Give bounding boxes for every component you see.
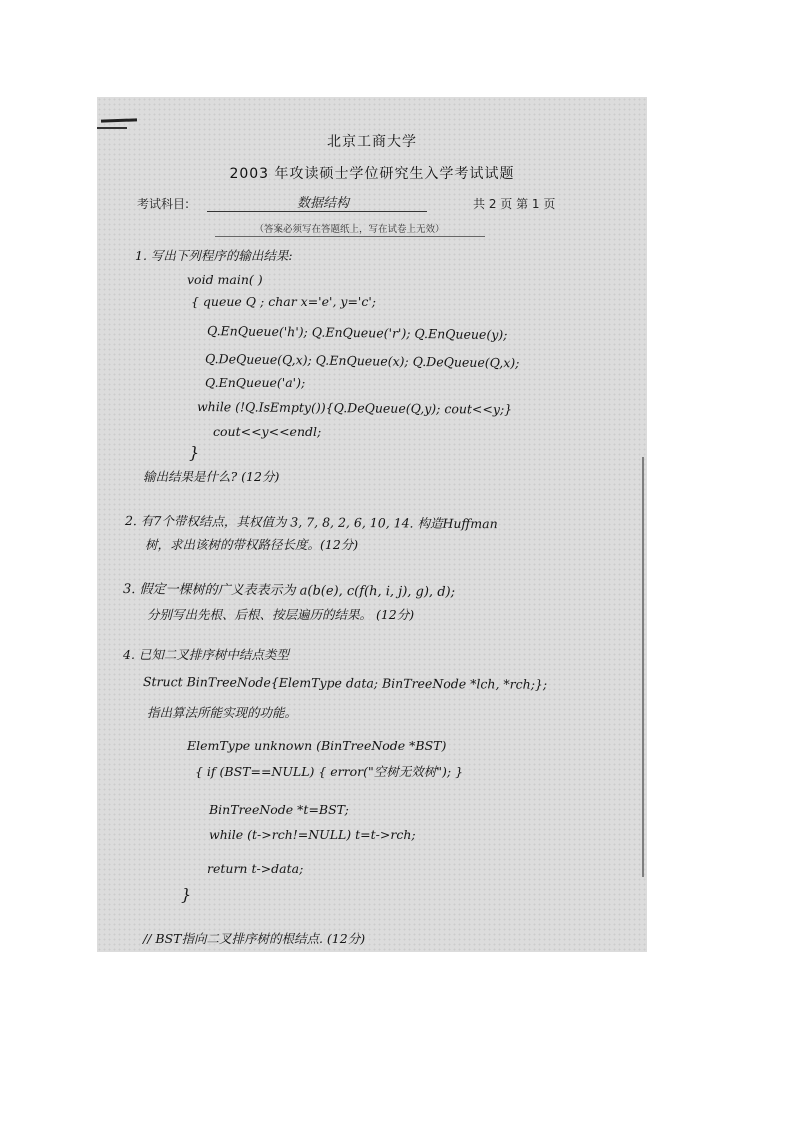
university-name: 北京工商大学 xyxy=(327,134,417,150)
note-divider xyxy=(215,236,485,237)
q2-line: 树，求出该树的带权路径长度。(12分) xyxy=(145,537,359,552)
q1-code-line: Q.EnQueue('h'); Q.EnQueue('r'); Q.EnQueue(y); xyxy=(206,323,508,343)
q1-footer: 输出结果是什么? (12分) xyxy=(143,469,280,484)
q4-code-line: return t->data; xyxy=(207,861,304,876)
q4-line: 指出算法所能实现的功能。 xyxy=(147,705,298,720)
q3-line: 3. 假定一棵树的广义表表示为 a(b(e), c(f(h, i, j), g), d); xyxy=(122,582,456,600)
page-counter: 共 2 页 第 1 页 xyxy=(473,197,556,211)
q4-struct: Struct BinTreeNode{ElemType data; BinTreeNode *lch, *rch;}; xyxy=(142,674,548,692)
scan-artifact xyxy=(97,127,127,129)
q2-line: 2. 有7个带权结点，其权值为 3, 7, 8, 2, 6, 10, 14. 构造Huffman xyxy=(124,513,498,532)
q1-code-line: { queue Q ; char x='e', y='c'; xyxy=(191,294,377,309)
q4-code-line: ElemType unknown (BinTreeNode *BST) xyxy=(187,738,447,753)
subject-label: 考试科目: xyxy=(137,197,190,211)
q1-code-line: Q.DeQueue(Q,x); Q.EnQueue(x); Q.DeQueue(Q,x); xyxy=(204,351,520,371)
subject-underline xyxy=(207,211,427,212)
q3-line: 分别写出先根、后根、按层遍历的结果。 (12分) xyxy=(147,607,415,622)
scanned-exam-page xyxy=(97,97,647,952)
q1-code-line: Q.EnQueue('a'); xyxy=(205,375,306,390)
subject-row xyxy=(137,195,607,215)
q1-code-line: } xyxy=(189,443,200,462)
scan-artifact xyxy=(101,118,137,122)
q1-prompt: 1. 写出下列程序的输出结果: xyxy=(135,248,293,263)
q4-footer: // BST指向二叉排序树的根结点. (12分) xyxy=(143,931,366,946)
q4-line: 4. 已知二叉排序树中结点类型 xyxy=(123,647,289,662)
answer-note: （答案必须写在答题纸上，写在试卷上无效） xyxy=(254,224,445,235)
subject-value: 数据结构 xyxy=(297,196,350,211)
q1-code-line: void main( ) xyxy=(187,272,263,287)
q4-code-line: { if (BST==NULL) { error("空树无效树"); } xyxy=(195,764,464,779)
q1-code-line: cout<<y<<endl; xyxy=(213,424,322,439)
q4-code-line: } xyxy=(181,885,192,904)
scan-edge-shadow xyxy=(642,457,644,877)
q4-code-line: BinTreeNode *t=BST; xyxy=(209,802,349,817)
q4-code-line: while (t->rch!=NULL) t=t->rch; xyxy=(209,827,416,842)
exam-title: 2003 年攻读硕士学位研究生入学考试试题 xyxy=(229,166,515,182)
q1-code-line: while (!Q.IsEmpty()){Q.DeQueue(Q,y); cout<<y;} xyxy=(196,399,513,417)
